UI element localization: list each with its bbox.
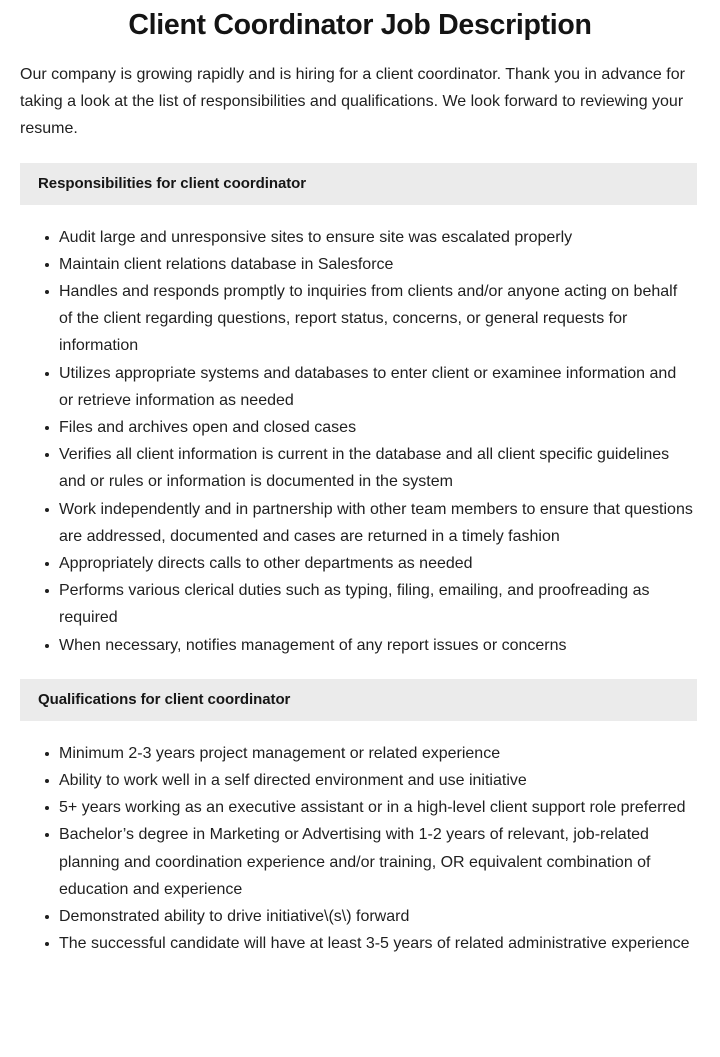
list-item: The successful candidate will have at least 3-5 years of related administrative experience bbox=[0, 930, 720, 957]
section-heading-label: Qualifications for client coordinator bbox=[38, 690, 291, 708]
list-item: Minimum 2-3 years project management or related experience bbox=[0, 740, 720, 767]
list-item: Ability to work well in a self directed environment and use initiative bbox=[0, 767, 720, 794]
list-item: Work independently and in partnership with other team members to ensure that questions are addressed, documented and cases are returned in a timely fashion bbox=[0, 496, 720, 550]
list-item: Demonstrated ability to drive initiative\(s\) forward bbox=[0, 903, 720, 930]
list-item: 5+ years working as an executive assistant or in a high-level client support role preferred bbox=[0, 794, 720, 821]
section-header-qualifications bbox=[20, 679, 697, 721]
list-item: Maintain client relations database in Salesforce bbox=[0, 251, 720, 278]
list-item: Utilizes appropriate systems and databases to enter client or examinee information and or retrieve information as needed bbox=[0, 360, 720, 414]
list-item: Audit large and unresponsive sites to ensure site was escalated properly bbox=[0, 224, 720, 251]
list-item: Performs various clerical duties such as typing, filing, emailing, and proofreading as required bbox=[0, 577, 720, 631]
section-header-responsibilities bbox=[20, 163, 697, 205]
list-item: Bachelor’s degree in Marketing or Advertising with 1-2 years of relevant, job-related planning and coordination experience and/or training, OR equivalent combination of education and experience bbox=[0, 821, 720, 903]
qualifications-list bbox=[0, 721, 720, 958]
list-item: When necessary, notifies management of any report issues or concerns bbox=[0, 632, 720, 659]
page-title: Client Coordinator Job Description bbox=[128, 9, 592, 41]
list-item: Handles and responds promptly to inquiries from clients and/or anyone acting on behalf of the client regarding questions, report status, concerns, or general requests for information bbox=[0, 278, 720, 360]
section-responsibilities bbox=[0, 163, 720, 659]
list-item: Verifies all client information is current in the database and all client specific guidelines and or rules or information is documented in the system bbox=[0, 441, 720, 495]
responsibilities-list bbox=[0, 205, 720, 659]
list-item: Appropriately directs calls to other departments as needed bbox=[0, 550, 720, 577]
list-item: Files and archives open and closed cases bbox=[0, 414, 720, 441]
intro-paragraph: Our company is growing rapidly and is hiring for a client coordinator. Thank you in advance for taking a look at the list of responsibilities and qualifications. We look forward to reviewing your resume. bbox=[20, 66, 685, 138]
section-heading-label: Responsibilities for client coordinator bbox=[38, 174, 307, 192]
section-qualifications bbox=[0, 679, 720, 958]
